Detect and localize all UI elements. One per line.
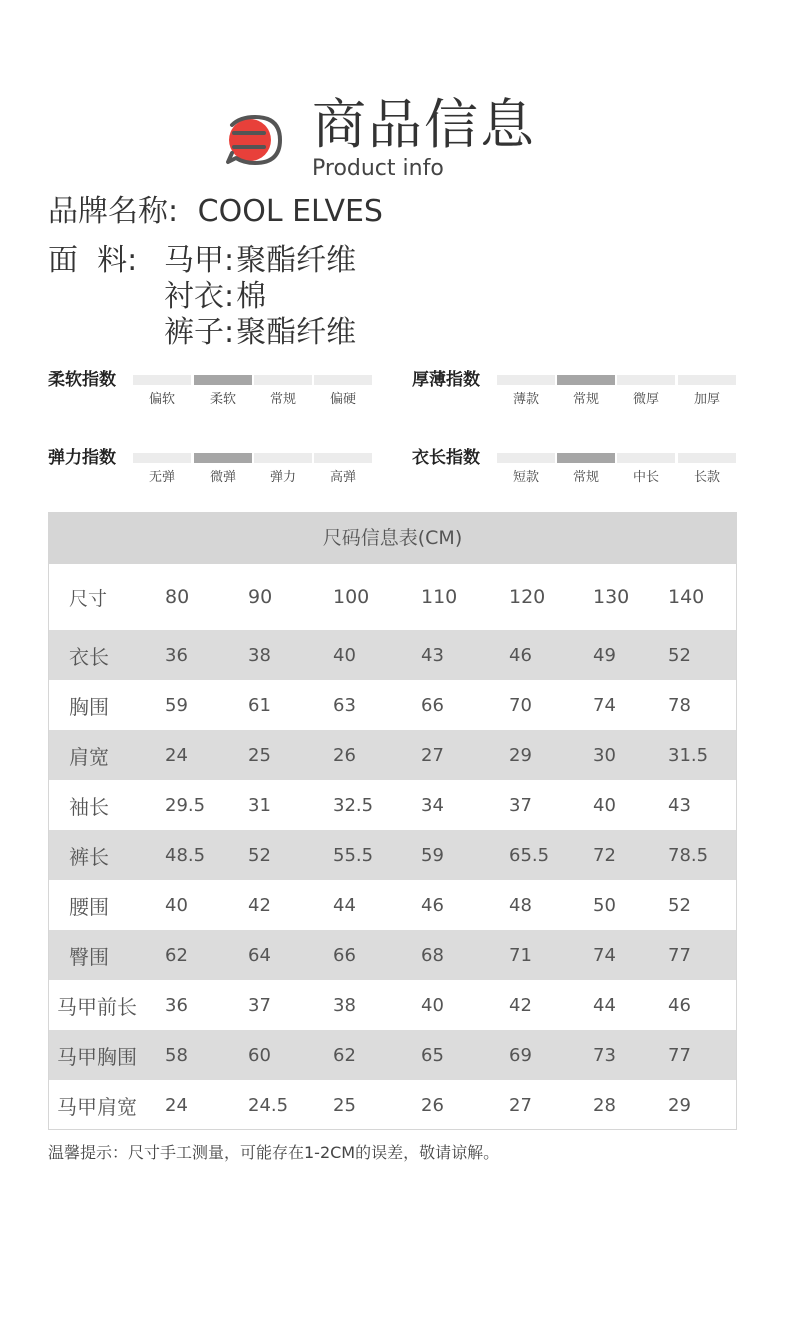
brand-value: COOL ELVES	[197, 194, 383, 229]
size-table	[48, 512, 737, 1130]
table-cell: 71	[499, 930, 583, 980]
size-header-cell: 100	[333, 586, 370, 608]
table-cell: 36	[155, 630, 238, 680]
table-cell: 58	[155, 1030, 238, 1080]
row-label: 衣长	[49, 630, 155, 680]
row-label: 臀围	[49, 930, 155, 980]
table-cell: 68	[411, 930, 499, 980]
table-row	[49, 980, 736, 1030]
row-label: 肩宽	[49, 730, 155, 780]
fabric-part: 衬衣:	[164, 279, 235, 314]
index-option: 中长	[632, 470, 659, 485]
table-cell: 52	[668, 894, 691, 916]
table-cell: 63	[333, 694, 356, 716]
index-option: 柔软	[209, 392, 236, 407]
table-cell: 73	[583, 1030, 666, 1080]
index-option: 短款	[512, 470, 539, 485]
row-label: 马甲胸围	[49, 1030, 155, 1080]
table-cell: 31	[248, 794, 271, 816]
table-cell: 44	[593, 994, 616, 1016]
index-option: 长款	[693, 470, 720, 485]
table-cell: 25	[333, 1094, 356, 1116]
index-option: 常规	[572, 470, 599, 485]
index-option: 常规	[269, 392, 296, 407]
index-title: 厚薄指数	[412, 370, 480, 390]
table-cell: 29	[499, 730, 583, 780]
index-segment	[617, 375, 675, 385]
index-segment	[254, 453, 312, 463]
fabric-material: 聚酯纤维	[236, 243, 357, 278]
table-cell: 55.5	[323, 830, 411, 880]
index-segment	[133, 453, 191, 463]
row-label: 袖长	[69, 794, 109, 819]
table-cell: 43	[411, 630, 499, 680]
table-cell: 38	[238, 630, 323, 680]
table-cell: 65	[411, 1030, 499, 1080]
size-table-grid	[49, 564, 736, 1130]
table-row	[49, 780, 736, 830]
table-cell: 66	[323, 930, 411, 980]
fabric-item-pants	[164, 315, 356, 351]
table-cell: 31.5	[666, 730, 736, 780]
table-cell: 42	[509, 994, 532, 1016]
brand-line	[48, 194, 383, 230]
table-cell: 43	[668, 794, 691, 816]
index-segment	[314, 375, 372, 385]
table-cell: 69	[499, 1030, 583, 1080]
table-cell: 24.5	[248, 1094, 289, 1116]
table-row	[49, 730, 736, 780]
table-cell: 74	[583, 930, 666, 980]
fabric-part: 裤子:	[164, 315, 235, 350]
info-chat-icon	[222, 107, 288, 173]
fabric-list	[164, 243, 356, 351]
table-cell: 77	[666, 1030, 736, 1080]
table-cell: 59	[165, 694, 188, 716]
table-cell: 46	[421, 894, 444, 916]
index-segment	[678, 453, 736, 463]
elasticity-index	[48, 448, 388, 508]
table-cell: 40	[421, 994, 444, 1016]
index-option: 常规	[572, 392, 599, 407]
measurement-note: 温馨提示：尺寸手工测量，可能存在1-2CM的误差，敬请谅解。	[48, 1143, 500, 1162]
size-header-cell: 140	[668, 586, 705, 608]
table-row	[49, 630, 736, 680]
table-cell: 60	[238, 1030, 323, 1080]
index-title: 衣长指数	[412, 448, 480, 468]
table-cell: 66	[421, 694, 444, 716]
index-option: 弹力	[269, 470, 296, 485]
row-label: 胸围	[69, 694, 109, 719]
table-cell: 40	[593, 794, 616, 816]
table-cell: 52	[666, 630, 736, 680]
index-option: 微厚	[632, 392, 659, 407]
fabric-part: 马甲:	[164, 243, 235, 278]
size-header-label: 尺寸	[69, 587, 108, 610]
table-row	[49, 680, 736, 730]
thickness-index	[412, 370, 752, 430]
index-option: 高弹	[329, 470, 356, 485]
row-label: 裤长	[49, 830, 155, 880]
table-row	[49, 1030, 736, 1080]
row-label: 腰围	[69, 894, 109, 919]
table-cell: 36	[165, 994, 188, 1016]
table-cell: 46	[668, 994, 691, 1016]
table-row	[49, 880, 736, 930]
index-segment	[497, 453, 555, 463]
table-cell: 62	[323, 1030, 411, 1080]
index-segment	[194, 375, 252, 385]
table-cell: 49	[583, 630, 666, 680]
index-title: 弹力指数	[48, 448, 116, 468]
index-option: 偏硬	[329, 392, 356, 407]
table-row	[49, 1080, 736, 1130]
fabric-material: 聚酯纤维	[236, 315, 357, 350]
size-header-cell: 110	[421, 586, 458, 608]
table-cell: 34	[421, 794, 444, 816]
table-cell: 30	[583, 730, 666, 780]
table-cell: 65.5	[499, 830, 583, 880]
fabric-label: 面 料:	[48, 243, 138, 278]
index-segment	[314, 453, 372, 463]
fabric-item-shirt	[164, 279, 356, 315]
index-option: 加厚	[693, 392, 720, 407]
softness-index	[48, 370, 388, 430]
fabric-material: 棉	[236, 279, 267, 314]
table-cell: 77	[666, 930, 736, 980]
row-label: 马甲肩宽	[57, 1094, 137, 1119]
table-cell: 27	[411, 730, 499, 780]
table-cell: 29.5	[165, 794, 206, 816]
size-header-cell: 80	[165, 586, 190, 608]
table-cell: 32.5	[333, 794, 374, 816]
size-header-row	[49, 564, 736, 630]
table-cell: 59	[411, 830, 499, 880]
index-segment	[617, 453, 675, 463]
brand-label: 品牌名称:	[48, 194, 179, 229]
table-cell: 44	[333, 894, 356, 916]
table-cell: 24	[165, 1094, 188, 1116]
table-cell: 25	[238, 730, 323, 780]
index-option: 薄款	[512, 392, 539, 407]
index-segment	[497, 375, 555, 385]
size-header-cell: 90	[248, 586, 273, 608]
row-label: 马甲前长	[57, 994, 137, 1019]
table-cell: 48.5	[155, 830, 238, 880]
index-segment	[678, 375, 736, 385]
table-cell: 74	[593, 694, 616, 716]
table-cell: 27	[509, 1094, 532, 1116]
index-option: 微弹	[209, 470, 236, 485]
table-cell: 70	[509, 694, 532, 716]
table-cell: 61	[248, 694, 271, 716]
index-option: 无弹	[148, 470, 175, 485]
table-cell: 26	[421, 1094, 444, 1116]
table-row	[49, 830, 736, 880]
table-cell: 40	[323, 630, 411, 680]
table-cell: 29	[668, 1094, 691, 1116]
table-cell: 40	[165, 894, 188, 916]
size-table-title: 尺码信息表(CM)	[49, 513, 736, 564]
index-segment	[133, 375, 191, 385]
table-cell: 72	[583, 830, 666, 880]
table-cell: 78	[668, 694, 691, 716]
table-cell: 26	[323, 730, 411, 780]
table-cell: 50	[593, 894, 616, 916]
fabric-item-vest	[164, 243, 356, 279]
page-subtitle: Product info	[312, 156, 444, 181]
table-cell: 28	[593, 1094, 616, 1116]
table-cell: 37	[509, 794, 532, 816]
table-cell: 64	[238, 930, 323, 980]
table-cell: 24	[155, 730, 238, 780]
page-title: 商品信息	[312, 93, 536, 156]
length-index	[412, 448, 752, 508]
index-option: 偏软	[148, 392, 175, 407]
table-row	[49, 930, 736, 980]
index-segment	[557, 453, 615, 463]
index-title: 柔软指数	[48, 370, 116, 390]
table-cell: 42	[248, 894, 271, 916]
index-segment	[557, 375, 615, 385]
table-cell: 78.5	[666, 830, 736, 880]
index-segment	[254, 375, 312, 385]
table-cell: 38	[333, 994, 356, 1016]
table-cell: 52	[238, 830, 323, 880]
size-header-cell: 120	[509, 586, 546, 608]
size-header-cell: 130	[593, 586, 630, 608]
table-cell: 46	[499, 630, 583, 680]
table-cell: 37	[248, 994, 271, 1016]
table-cell: 48	[509, 894, 532, 916]
index-segment	[194, 453, 252, 463]
table-cell: 62	[155, 930, 238, 980]
